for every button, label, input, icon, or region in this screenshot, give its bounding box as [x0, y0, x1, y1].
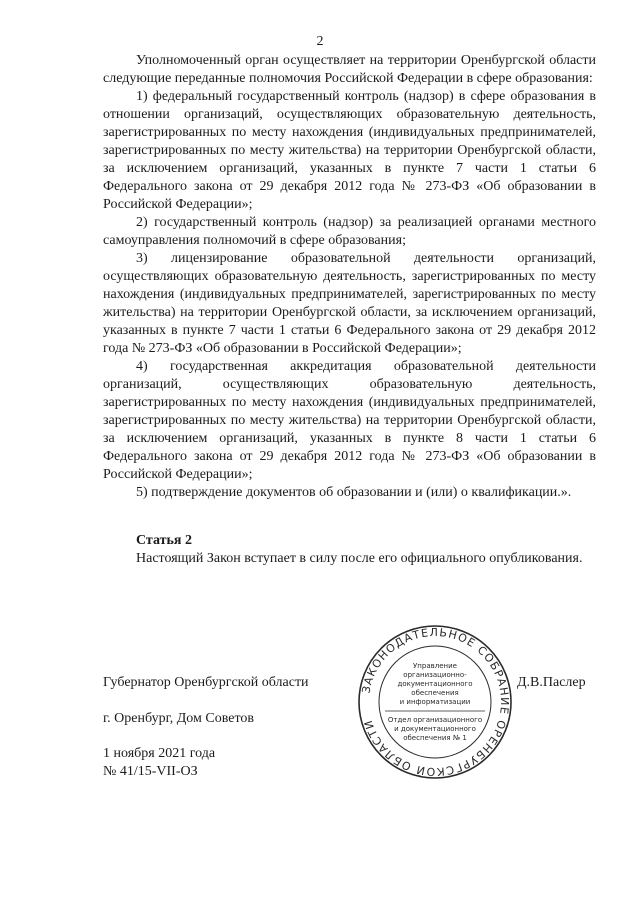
seal-line: и информатизации — [399, 698, 471, 706]
article-2 — [103, 532, 596, 568]
item-3-paragraph: 3) лицензирование образовательной деятельности организаций, осуществляющих образовательную деятельность, зарегистрированных по месту нахождения (индивидуальных предпринимателей, зарегистрированных по месту жительства) на территории Оренбургской области, за исключением организаций, указанных в пункте 7 части 1 статьи 6 Федерального закона от 29 декабря 2012 года № 273-ФЗ «Об образовании в Российской Федерации»; — [103, 251, 596, 356]
signing-place: г. Оренбург, Дом Советов — [103, 711, 254, 726]
item-4-paragraph: 4) государственная аккредитация образовательной деятельности организаций, осуществляющих образовательную деятельность, зарегистрированных по месту нахождения (индивидуальных предпринимателей, зарегистрированных по месту жительства) на территории Оренбургской области, за исключением организаций, указанных в пункте 8 части 1 статьи 6 Федерального закона от 29 декабря 2012 года № 273-ФЗ «Об образовании в Российской Федерации»; — [103, 359, 596, 482]
seal-outer-text: ЗАКОНОДАТЕЛЬНОЕ СОБРАНИЕ ОРЕНБУРГСКОЙ ОБЛАСТИ — [359, 625, 512, 779]
law-text — [103, 52, 596, 502]
seal-line: обеспечения № 1 — [403, 734, 467, 742]
item-2-paragraph: 2) государственный контроль (надзор) за реализацией органами местного самоуправления полномочий в сфере образования; — [103, 215, 596, 248]
article-title: Статья 2 — [136, 533, 192, 548]
seal-line: Управление — [413, 662, 457, 670]
signatory-position: Губернатор Оренбургской области — [103, 675, 309, 690]
seal-line: документационного — [397, 680, 473, 688]
page-number: 2 — [316, 34, 324, 49]
seal-line: Отдел организационного — [387, 716, 483, 724]
signing-date: 1 ноября 2021 года — [103, 746, 216, 761]
seal-line: и документационного — [394, 725, 476, 733]
article-text: Настоящий Закон вступает в силу после его официального опубликования. — [136, 551, 583, 566]
item-5-paragraph: 5) подтверждение документов об образовании и (или) о квалификации.». — [136, 485, 572, 500]
signatory-name: Д.В.Паслер — [517, 675, 586, 690]
intro-paragraph: Уполномоченный орган осуществляет на территории Оренбургской области следующие переданные полномочия Российской Федерации в сфере образования: — [103, 53, 596, 86]
item-1-paragraph: 1) федеральный государственный контроль (надзор) в сфере образования в отношении организаций, осуществляющих образовательную деятельность, зарегистрированных по месту нахождения (индивидуальных предпринимателей, зарегистрированных по месту жительства) на территории Оренбургской области, за исключением организаций, указанных в пункте 7 части 1 статьи 6 Федерального закона от 29 декабря 2012 года № 273-ФЗ «Об образовании в Российской Федерации»; — [103, 89, 596, 212]
law-number: № 41/15-VII-ОЗ — [103, 764, 198, 779]
seal-line: обеспечения — [411, 689, 459, 697]
seal-line: организационно- — [403, 671, 467, 679]
official-seal — [355, 622, 515, 782]
